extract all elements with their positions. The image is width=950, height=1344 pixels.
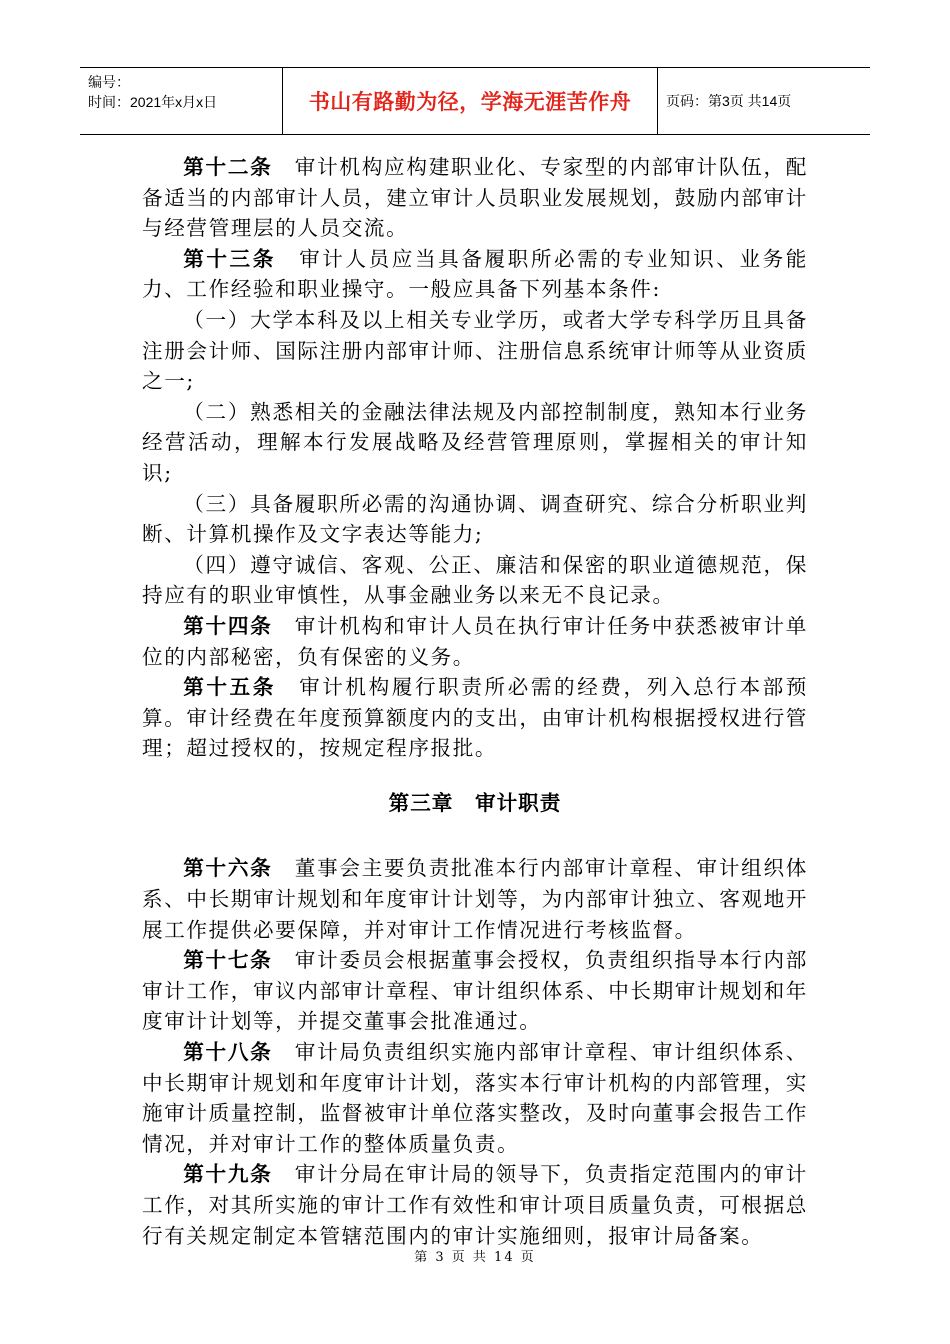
paragraph bbox=[142, 1037, 808, 1159]
article-number: 第十四条 bbox=[183, 613, 273, 638]
header-motto bbox=[283, 68, 658, 134]
list-item bbox=[142, 550, 808, 611]
date-label: 时间：2021年x月x日 bbox=[88, 94, 218, 110]
article-text: 审计局负责组织实施内部审计章程、审计组织体系、中长期审计规划和年度审计计划，落实本行审计机构的内部管理，实施审计质量控制，监督被审计单位落实整改，及时向董事会报告工作情况，并对审计工作的整体质量负责。 bbox=[142, 1040, 808, 1156]
article-text: 董事会主要负责批准本行内部审计章程、审计组织体系、中长期审计规划和年度审计计划等，为内部审计独立、客观地开展工作提供必要保障，并对审计工作情况进行考核监督。 bbox=[142, 856, 808, 942]
paragraph bbox=[142, 152, 808, 244]
article-number: 第十三条 bbox=[183, 246, 276, 271]
paragraph bbox=[142, 853, 808, 945]
article-text: 审计机构履行职责所必需的经费，列入总行本部预算。审计经费在年度预算额度内的支出，由审计机构根据授权进行管理；超过授权的，按规定程序报批。 bbox=[142, 675, 808, 761]
item-text: （二）熟悉相关的金融法律法规及内部控制制度，熟知本行业务经营活动，理解本行发展战略及经营管理原则，掌握相关的审计知识; bbox=[142, 399, 808, 485]
code-label: 编号： bbox=[88, 74, 130, 90]
document-body bbox=[142, 152, 808, 1251]
list-item bbox=[142, 489, 808, 550]
item-text: （四）遵守诚信、客观、公正、廉洁和保密的职业道德规范，保持应有的职业审慎性，从事金融业务以来无不良记录。 bbox=[142, 552, 808, 608]
article-number: 第十五条 bbox=[183, 675, 276, 700]
paragraph bbox=[142, 611, 808, 672]
article-number: 第十八条 bbox=[183, 1040, 273, 1065]
article-text: 审计分局在审计局的领导下，负责指定范围内的审计工作，对其所实施的审计工作有效性和审计项目质量负责，可根据总行有关规定制定本管辖范围内的审计实施细则，报审计局备案。 bbox=[142, 1162, 808, 1248]
header-meta bbox=[80, 68, 283, 134]
article-number: 第十七条 bbox=[183, 948, 273, 973]
article-number: 第十九条 bbox=[183, 1162, 273, 1187]
page-label: 页码：第3页 共14页 bbox=[666, 93, 792, 109]
paragraph bbox=[142, 1159, 808, 1251]
paragraph bbox=[142, 945, 808, 1037]
header-page-info bbox=[658, 68, 870, 134]
article-text: 审计机构应构建职业化、专家型的内部审计队伍，配备适当的内部审计人员，建立审计人员职业发展规划，鼓励内部审计与经营管理层的人员交流。 bbox=[142, 155, 808, 241]
list-item bbox=[142, 305, 808, 397]
article-text: 审计委员会根据董事会授权，负责组织指导本行内部审计工作，审议内部审计章程、审计组织体系、中长期审计规划和年度审计计划等，并提交董事会批准通过。 bbox=[142, 948, 808, 1034]
article-number: 第十二条 bbox=[183, 155, 273, 179]
item-text: （一）大学本科及以上相关专业学历，或者大学专科学历且具备注册会计师、国际注册内部审计师、注册信息系统审计师等从业资质之一; bbox=[142, 307, 808, 394]
chapter-title: 第三章 审计职责 bbox=[388, 790, 562, 815]
article-text: 审计机构和审计人员在执行审计任务中获悉被审计单位的内部秘密，负有保密的义务。 bbox=[142, 613, 808, 669]
page-footer: 第 3 页 共 14 页 bbox=[414, 1250, 536, 1265]
paragraph bbox=[142, 244, 808, 305]
motto-text: 书山有路勤为径，学海无涯苦作舟 bbox=[308, 90, 632, 114]
paragraph bbox=[142, 672, 808, 764]
article-number: 第十六条 bbox=[183, 856, 273, 881]
page-header bbox=[80, 67, 870, 135]
article-text: 审计人员应当具备履职所必需的专业知识、业务能力、工作经验和职业操守。一般应具备下列基本条件: bbox=[142, 246, 808, 302]
item-text: （三）具备履职所必需的沟通协调、调查研究、综合分析职业判断、计算机操作及文字表达等能力; bbox=[142, 491, 808, 547]
list-item bbox=[142, 397, 808, 489]
